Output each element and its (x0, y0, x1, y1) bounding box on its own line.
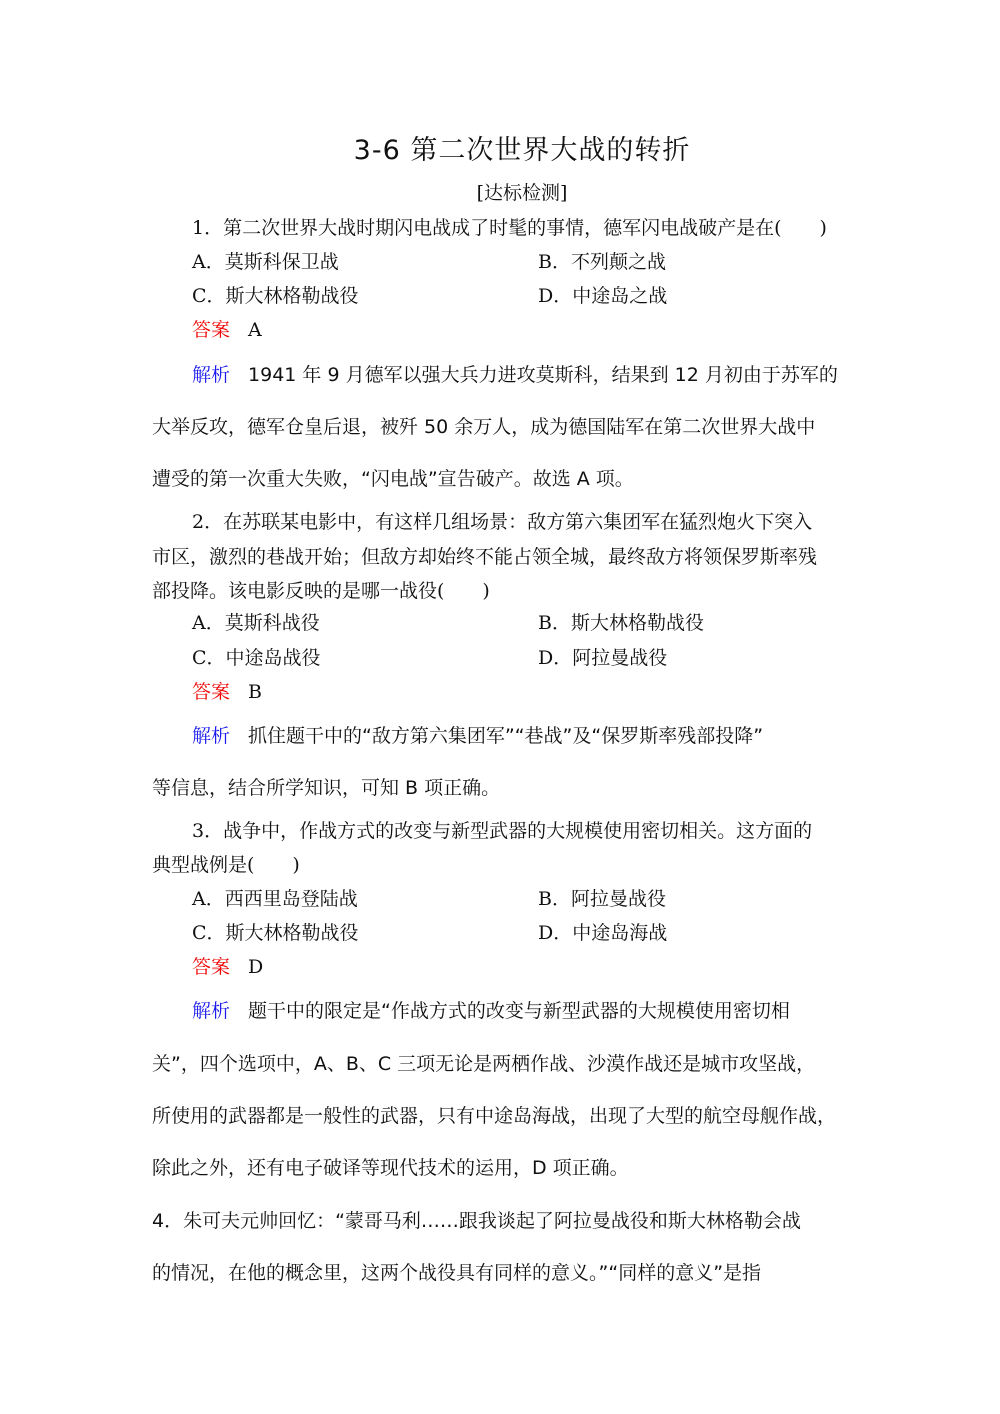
explanation-line: 解析 抓住题干中的“敌方第六集团军”“巷战”及“保罗斯率残部投降” (192, 725, 764, 747)
question-stem: 的情况，在他的概念里，这两个战役具有同样的意义。”“同样的意义”是指 (152, 1262, 762, 1284)
answer-row (192, 315, 262, 342)
explanation-line: 所使用的武器都是一般性的武器，只有中途岛海战，出现了大型的航空母舰作战， (152, 1105, 837, 1127)
question-stem: 市区，激烈的巷战开始；但敌方却始终不能占领全城，最终敌方将领保罗斯率残 (152, 546, 818, 568)
explanation-line: 解析 题干中的限定是“作战方式的改变与新型武器的大规模使用密切相 (192, 1000, 790, 1022)
option-a: A．莫斯科保卫战 (192, 251, 339, 273)
option-a: A．莫斯科战役 (192, 612, 320, 634)
option-a: A．西西里岛登陆战 (192, 888, 358, 910)
option-c: C．斯大林格勒战役 (192, 285, 359, 307)
section-subtitle: [达标检测] (476, 182, 568, 204)
question-stem: 部投降。该电影反映的是哪一战役( ) (152, 580, 490, 602)
option-c: C．中途岛战役 (192, 647, 321, 669)
option-b: B．不列颠之战 (538, 251, 666, 273)
answer-label: 答案 (192, 319, 231, 341)
explanation-label: 解析 (192, 364, 231, 386)
explanation-line: 解析 1941 年 9 月德军以强大兵力进攻莫斯科，结果到 12 月初由于苏军的 (192, 364, 838, 386)
explanation-label: 解析 (192, 725, 231, 747)
explanation-line: 遭受的第一次重大失败，“闪电战”宣告破产。故选 A 项。 (152, 468, 634, 490)
option-d: D．中途岛海战 (538, 922, 668, 944)
answer-row (192, 677, 262, 704)
answer-value: B (248, 681, 262, 703)
option-b: B．斯大林格勒战役 (538, 612, 704, 634)
explanation-line: 除此之外，还有电子破译等现代技术的运用，D 项正确。 (152, 1157, 629, 1179)
explanation-line: 等信息，结合所学知识，可知 B 项正确。 (152, 777, 501, 799)
option-d: D．阿拉曼战役 (538, 647, 668, 669)
answer-value: D (248, 956, 264, 978)
explanation-line: 关”，四个选项中，A、B、C 三项无论是两栖作战、沙漠作战还是城市攻坚战， (152, 1053, 816, 1075)
answer-label: 答案 (192, 956, 231, 978)
question-stem: 4．朱可夫元帅回忆：“蒙哥马利……跟我谈起了阿拉曼战役和斯大林格勒会战 (152, 1210, 801, 1232)
question-stem: 1．第二次世界大战时期闪电战成了时髦的事情，德军闪电战破产是在( ) (192, 217, 827, 239)
explanation-label: 解析 (192, 1000, 231, 1022)
answer-value: A (248, 319, 262, 341)
answer-row (192, 952, 263, 979)
question-stem: 3．战争中，作战方式的改变与新型武器的大规模使用密切相关。这方面的 (192, 820, 813, 842)
question-stem: 典型战例是( ) (152, 854, 300, 876)
option-b: B．阿拉曼战役 (538, 888, 666, 910)
option-c: C．斯大林格勒战役 (192, 922, 359, 944)
option-d: D．中途岛之战 (538, 285, 668, 307)
page-title: 3-6 第二次世界大战的转折 (353, 135, 691, 166)
question-stem: 2．在苏联某电影中，有这样几组场景：敌方第六集团军在猛烈炮火下突入 (192, 511, 813, 533)
explanation-line: 大举反攻，德军仓皇后退，被歼 50 余万人，成为德国陆军在第二次世界大战中 (152, 416, 816, 438)
answer-label: 答案 (192, 681, 231, 703)
